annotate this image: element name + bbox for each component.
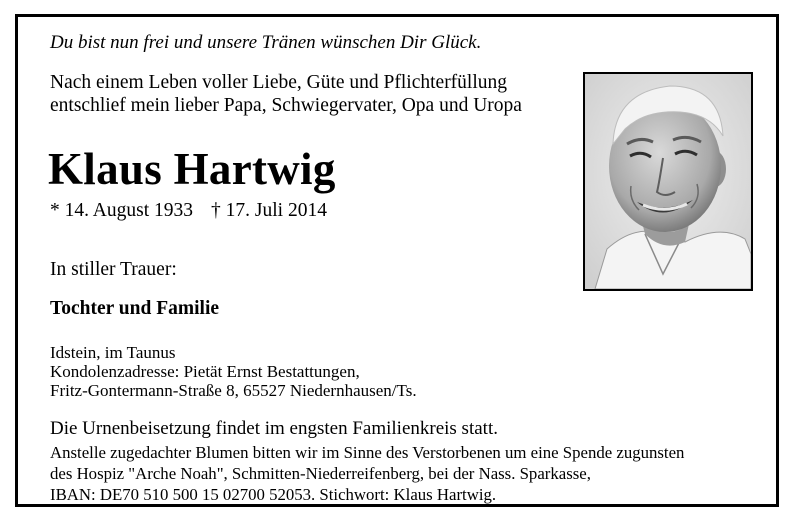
urn-burial-note: Die Urnenbeisetzung findet im engsten Familienkreis statt. bbox=[50, 418, 498, 439]
address-line: Fritz-Gontermann-Straße 8, 65527 Niedernhausen/Ts. bbox=[50, 381, 417, 400]
condolence-address bbox=[50, 343, 417, 400]
intro-text bbox=[50, 71, 522, 117]
motto: Du bist nun frei und unsere Tränen wünschen Dir Glück. bbox=[50, 32, 482, 53]
portrait-photo-icon bbox=[585, 74, 751, 289]
donation-request bbox=[50, 442, 684, 505]
donation-line: des Hospiz "Arche Noah", Schmitten-Niederreifenberg, bei der Nass. Sparkasse, bbox=[50, 464, 591, 483]
donation-line: Anstelle zugedachter Blumen bitten wir im Sinne des Verstorbenen um eine Spende zugunsten bbox=[50, 443, 685, 462]
portrait-photo bbox=[583, 72, 753, 291]
donation-line: IBAN: DE70 510 500 15 02700 52053. Stichwort: Klaus Hartwig. bbox=[50, 485, 497, 504]
intro-line: entschlief mein lieber Papa, Schwiegervater, Opa und Uropa bbox=[50, 95, 522, 116]
intro-line: Nach einem Leben voller Liebe, Güte und Pflichterfüllung bbox=[50, 72, 508, 93]
family-signature: Tochter und Familie bbox=[50, 298, 220, 319]
death-date: † 17. Juli 2014 bbox=[211, 200, 327, 221]
birth-date: * 14. August 1933 bbox=[50, 200, 194, 221]
address-line: Kondolenzadresse: Pietät Ernst Bestattungen, bbox=[50, 362, 360, 381]
life-dates bbox=[50, 200, 327, 222]
address-line: Idstein, im Taunus bbox=[50, 343, 176, 362]
deceased-name: Klaus Hartwig bbox=[48, 144, 336, 194]
mourning-line: In stiller Trauer: bbox=[50, 259, 177, 280]
